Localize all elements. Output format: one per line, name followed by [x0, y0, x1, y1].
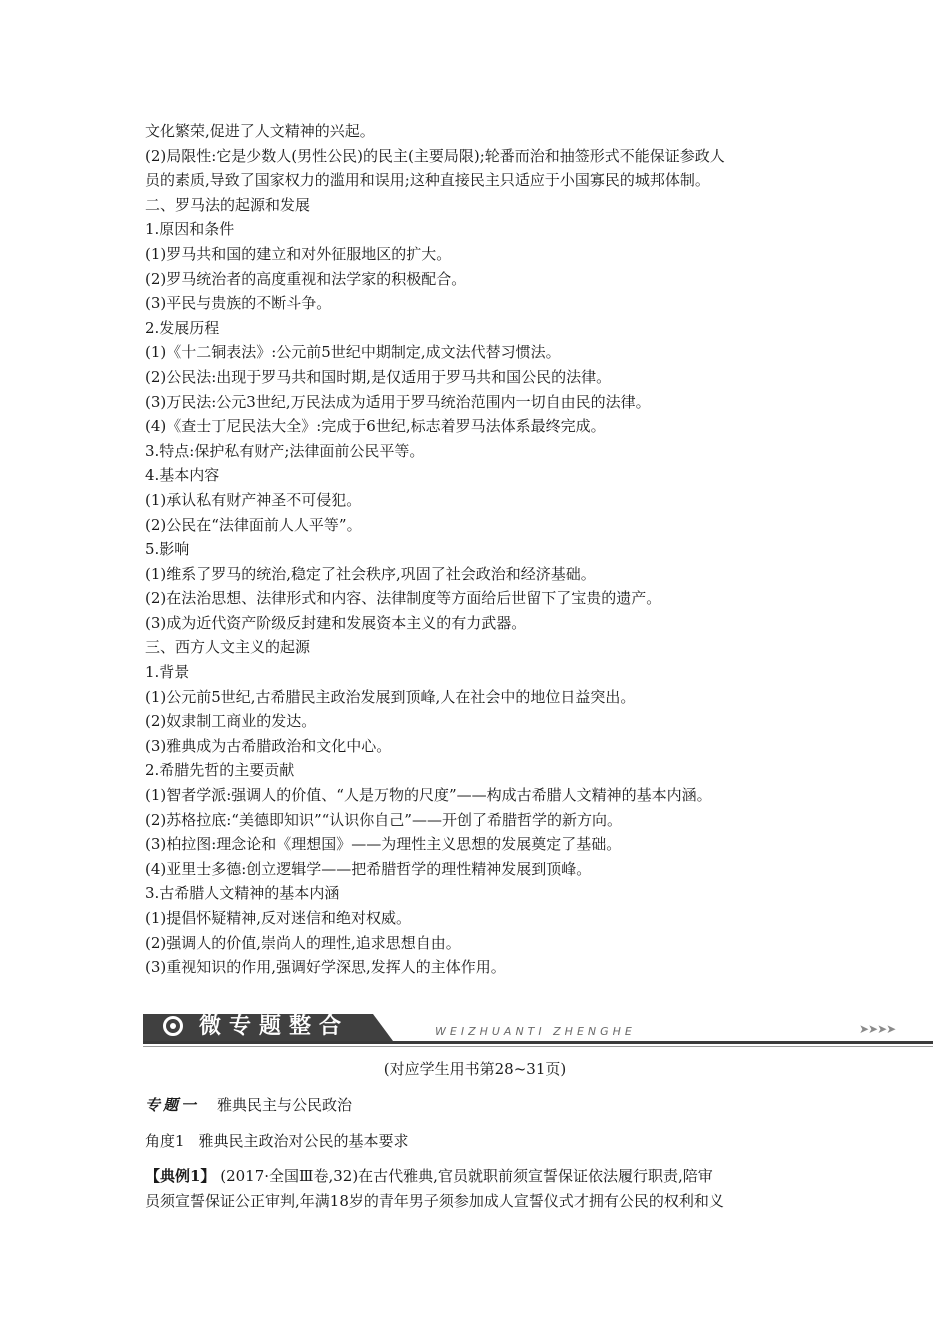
topic-label: 专题一 [145, 1096, 200, 1114]
example-text: (2017·全国Ⅲ卷,32)在古代雅典,官员就职前须宣誓保证依法履行职责,陪审 [220, 1167, 713, 1185]
topic-title: 雅典民主与公民政治 [217, 1096, 353, 1114]
subsection-heading: 1.背景 [145, 663, 190, 682]
body-line: (2)局限性:它是少数人(男性公民)的民主(主要局限);轮番而治和抽签形式不能保证参政人 [145, 146, 725, 165]
body-line: (1)罗马共和国的建立和对外征服地区的扩大。 [145, 244, 452, 263]
example-block [145, 1164, 825, 1213]
subsection-heading: 3.古希腊人文精神的基本内涵 [145, 884, 340, 903]
subsection-heading: 4.基本内容 [145, 466, 220, 485]
section-banner [143, 1013, 933, 1049]
example-line [145, 1164, 825, 1189]
section-heading: 三、西方人文主义的起源 [145, 638, 311, 657]
body-line: (3)重视知识的作用,强调好学深思,发挥人的主体作用。 [145, 958, 506, 977]
subsection-heading: 1.原因和条件 [145, 220, 235, 239]
body-line: 员的素质,导致了国家权力的滥用和误用;这种直接民主只适应于小国寡民的城邦体制。 [145, 171, 710, 190]
body-line: (1)承认私有财产神圣不可侵犯。 [145, 490, 362, 509]
body-line: (2)罗马统治者的高度重视和法学家的积极配合。 [145, 269, 467, 288]
example-line: 员须宣誓保证公正审判,年满18岁的青年男子须参加成人宣誓仪式才拥有公民的权利和义 [145, 1191, 724, 1210]
body-line: (2)在法治思想、法律形式和内容、法律制度等方面给后世留下了宝贵的遗产。 [145, 589, 662, 608]
angle-label: 角度1 [145, 1132, 185, 1150]
body-line: (1)提倡怀疑精神,反对迷信和绝对权威。 [145, 909, 412, 927]
body-line: 文化繁荣,促进了人文精神的兴起。 [145, 122, 375, 140]
subsection-heading: 2.发展历程 [145, 318, 220, 337]
body-line: (3)万民法:公元3世纪,万民法成为适用于罗马统治范围内一切自由民的法律。 [145, 392, 651, 411]
subsection-heading: 3.特点:保护私有财产;法律面前公民平等。 [145, 441, 425, 460]
body-line: (3)柏拉图:理念论和《理想国》——为理性主义思想的发展奠定了基础。 [145, 835, 622, 854]
banner-subtitle: WEIZHUANTI ZHENGHE [435, 1025, 636, 1038]
target-icon [163, 1016, 183, 1036]
study-notes-body [145, 119, 825, 980]
body-line: (4)亚里士多德:创立逻辑学——把希腊哲学的理性精神发展到顶峰。 [145, 859, 592, 878]
body-line: (4)《查士丁尼民法大全》:完成于6世纪,标志着罗马法体系最终完成。 [145, 417, 606, 436]
angle-title: 雅典民主政治对公民的基本要求 [198, 1132, 409, 1150]
angle-heading [145, 1130, 409, 1151]
banner-rule-thin [143, 1046, 933, 1047]
body-line: (3)成为近代资产阶级反封建和发展资本主义的有力武器。 [145, 613, 527, 632]
body-line: (2)奴隶制工商业的发达。 [145, 712, 317, 731]
topic-heading [145, 1094, 352, 1115]
body-line: (3)平民与贵族的不断斗争。 [145, 294, 332, 313]
body-line: (1)智者学派:强调人的价值、“人是万物的尺度”——构成古希腊人文精神的基本内涵。 [145, 786, 712, 805]
page-reference: (对应学生用书第28~31页) [383, 1060, 567, 1078]
body-line: (2)强调人的价值,崇尚人的理性,追求思想自由。 [145, 933, 461, 952]
example-label: 【典例1】 [145, 1167, 216, 1185]
subsection-heading: 2.希腊先哲的主要贡献 [145, 761, 295, 780]
body-line: (1)公元前5世纪,古希腊民主政治发展到顶峰,人在社会中的地位日益突出。 [145, 687, 636, 706]
section-heading: 二、罗马法的起源和发展 [145, 195, 311, 214]
arrows-icon: ➤➤➤➤ [859, 1022, 896, 1036]
body-line: (2)公民法:出现于罗马共和国时期,是仅适用于罗马共和国公民的法律。 [145, 367, 612, 386]
body-line: (1)《十二铜表法》:公元前5世纪中期制定,成文法代替习惯法。 [145, 343, 561, 362]
body-line: (3)雅典成为古希腊政治和文化中心。 [145, 736, 392, 755]
banner-rule [143, 1041, 933, 1044]
banner-title: 微专题整合 [199, 1014, 350, 1039]
subsection-heading: 5.影响 [145, 540, 190, 559]
body-line: (2)公民在“法律面前人人平等”。 [145, 515, 362, 534]
body-line: (1)维系了罗马的统治,稳定了社会秩序,巩固了社会政治和经济基础。 [145, 564, 596, 583]
body-line: (2)苏格拉底:“美德即知识”“认识你自己”——开创了希腊哲学的新方向。 [145, 810, 622, 829]
